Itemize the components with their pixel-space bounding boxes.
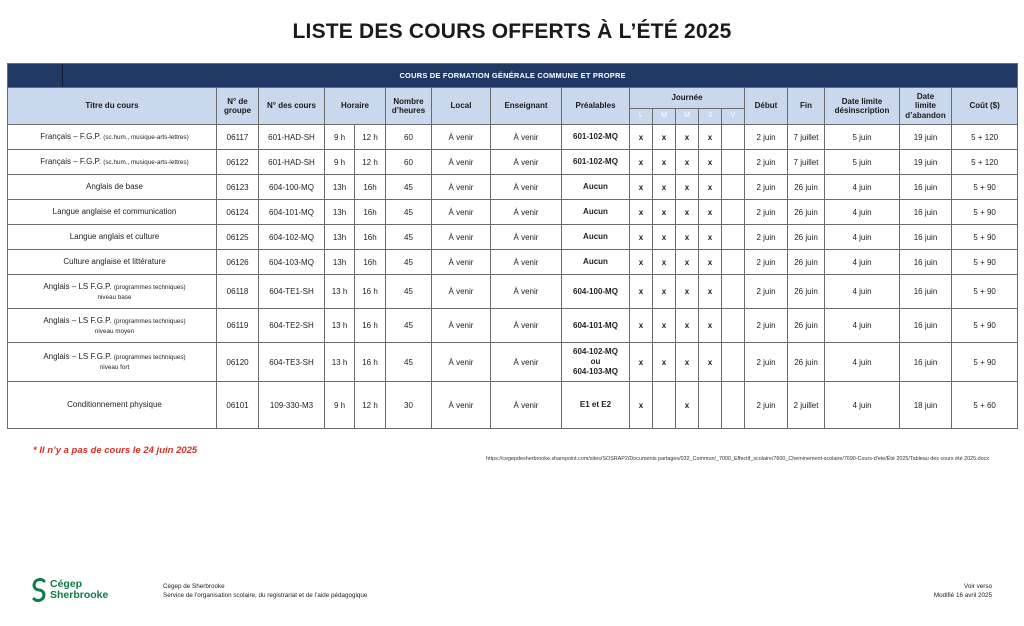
hours-count: 45 xyxy=(386,275,432,309)
cost: 5 + 60 xyxy=(952,382,1018,429)
col-header-fin: Fin xyxy=(788,88,825,125)
teacher: À venir xyxy=(491,250,562,275)
day-mark: x xyxy=(653,309,676,343)
end-date: 26 juin xyxy=(788,309,825,343)
day-mark: x xyxy=(676,250,699,275)
course-title-cell xyxy=(8,250,217,275)
course-level: niveau base xyxy=(97,293,132,301)
abandon-deadline: 16 juin xyxy=(900,275,952,309)
day-mark xyxy=(722,175,745,200)
prereq-line: Aucun xyxy=(583,207,608,216)
withdrawal-deadline: 4 juin xyxy=(825,309,900,343)
banner-label: COURS DE FORMATION GÉNÉRALE COMMUNE ET PROPRE xyxy=(399,71,626,80)
room: À venir xyxy=(432,225,491,250)
course-number: 601-HAD-SH xyxy=(259,125,325,150)
day-header-jeudi: J xyxy=(699,109,722,125)
start-date: 2 juin xyxy=(745,382,788,429)
hours-count: 45 xyxy=(386,175,432,200)
cost: 5 + 90 xyxy=(952,175,1018,200)
group-number: 06124 xyxy=(217,200,259,225)
course-title-cell xyxy=(8,175,217,200)
logo-line-1: Cégep xyxy=(50,577,83,590)
day-mark: x xyxy=(699,225,722,250)
no-class-footnote: * Il n’y a pas de cours le 24 juin 2025 xyxy=(33,445,198,456)
day-header-vendredi: V xyxy=(722,109,745,125)
teacher: À venir xyxy=(491,225,562,250)
withdrawal-deadline: 4 juin xyxy=(825,200,900,225)
day-mark: x xyxy=(653,150,676,175)
end-date: 26 juin xyxy=(788,250,825,275)
course-number: 604-101-MQ xyxy=(259,200,325,225)
withdrawal-deadline: 5 juin xyxy=(825,125,900,150)
course-title-cell xyxy=(8,150,217,175)
course-title: Conditionnement physique xyxy=(67,400,162,409)
prerequisites xyxy=(562,225,630,250)
day-mark: x xyxy=(676,382,699,429)
prereq-line: Aucun xyxy=(583,232,608,241)
cost: 5 + 90 xyxy=(952,343,1018,382)
withdrawal-deadline: 4 juin xyxy=(825,250,900,275)
prereq-line: Aucun xyxy=(583,257,608,266)
prereq-line: 604-102-MQ xyxy=(573,347,618,356)
day-mark: x xyxy=(676,225,699,250)
course-title: Langue anglaise et communication xyxy=(52,207,177,216)
cost: 5 + 90 xyxy=(952,250,1018,275)
group-number: 06118 xyxy=(217,275,259,309)
group-number: 06126 xyxy=(217,250,259,275)
day-mark: x xyxy=(699,275,722,309)
room: À venir xyxy=(432,200,491,225)
schedule-start: 13h xyxy=(325,175,355,200)
start-date: 2 juin xyxy=(745,275,788,309)
prerequisites xyxy=(562,309,630,343)
schedule-end: 16h xyxy=(355,250,386,275)
prerequisites xyxy=(562,150,630,175)
room: À venir xyxy=(432,382,491,429)
day-header-mercredi: M xyxy=(676,109,699,125)
day-mark: x xyxy=(653,250,676,275)
course-title: Langue anglais et culture xyxy=(69,232,160,241)
day-mark: x xyxy=(630,382,653,429)
course-title-note: (sc.hum., musique-arts-lettres) xyxy=(103,134,189,141)
course-title: Français – F.G.P. xyxy=(40,132,102,141)
teacher: À venir xyxy=(491,150,562,175)
teacher: À venir xyxy=(491,343,562,382)
course-number: 604-103-MQ xyxy=(259,250,325,275)
day-mark: x xyxy=(699,343,722,382)
prereq-line: 604-103-MQ xyxy=(573,367,618,376)
day-mark: x xyxy=(699,125,722,150)
group-number: 06117 xyxy=(217,125,259,150)
group-number: 06123 xyxy=(217,175,259,200)
prerequisites xyxy=(562,382,630,429)
group-number: 06120 xyxy=(217,343,259,382)
day-mark xyxy=(722,275,745,309)
day-mark: x xyxy=(630,150,653,175)
prereq-line: Aucun xyxy=(583,182,608,191)
hours-count: 60 xyxy=(386,150,432,175)
cost: 5 + 120 xyxy=(952,150,1018,175)
table-row xyxy=(8,250,1018,275)
day-mark: x xyxy=(676,343,699,382)
day-mark: x xyxy=(699,250,722,275)
hours-count: 45 xyxy=(386,343,432,382)
prerequisites xyxy=(562,275,630,309)
hours-count: 60 xyxy=(386,125,432,150)
course-number: 109-330-M3 xyxy=(259,382,325,429)
schedule-end: 16h xyxy=(355,225,386,250)
schedule-start: 13h xyxy=(325,250,355,275)
prereq-line: E1 et E2 xyxy=(579,400,612,409)
table-row xyxy=(8,309,1018,343)
col-header-desinscription: Date limite désinscription xyxy=(825,88,900,125)
prereq-line: 601-102-MQ xyxy=(573,157,618,166)
course-title-note: (programmes techniques) xyxy=(113,317,186,325)
course-title-note: (programmes techniques) xyxy=(113,283,186,291)
day-mark xyxy=(699,382,722,429)
end-date: 26 juin xyxy=(788,225,825,250)
room: À venir xyxy=(432,275,491,309)
hours-count: 45 xyxy=(386,225,432,250)
room: À venir xyxy=(432,343,491,382)
abandon-deadline: 19 juin xyxy=(900,150,952,175)
schedule-end: 12 h xyxy=(355,382,386,429)
col-header-titre: Titre du cours xyxy=(8,88,217,125)
start-date: 2 juin xyxy=(745,125,788,150)
col-header-local: Local xyxy=(432,88,491,125)
abandon-deadline: 16 juin xyxy=(900,175,952,200)
see-back-note: Voir verso xyxy=(964,583,992,590)
schedule-end: 12 h xyxy=(355,150,386,175)
col-header-groupe: N° de groupe xyxy=(217,88,259,125)
cost: 5 + 90 xyxy=(952,200,1018,225)
day-mark: x xyxy=(676,275,699,309)
schedule-end: 16 h xyxy=(355,343,386,382)
day-mark: x xyxy=(653,125,676,150)
col-header-cours: N° des cours xyxy=(259,88,325,125)
day-mark: x xyxy=(630,309,653,343)
withdrawal-deadline: 4 juin xyxy=(825,175,900,200)
table-row xyxy=(8,125,1018,150)
day-mark xyxy=(722,125,745,150)
prerequisites xyxy=(562,200,630,225)
room: À venir xyxy=(432,309,491,343)
start-date: 2 juin xyxy=(745,250,788,275)
table-row xyxy=(8,343,1018,382)
day-mark: x xyxy=(653,225,676,250)
cost: 5 + 120 xyxy=(952,125,1018,150)
org-name: Cégep de Sherbrooke xyxy=(163,583,225,590)
schedule-end: 16h xyxy=(355,175,386,200)
teacher: À venir xyxy=(491,309,562,343)
day-mark: x xyxy=(676,125,699,150)
course-number: 601-HAD-SH xyxy=(259,150,325,175)
withdrawal-deadline: 4 juin xyxy=(825,343,900,382)
modified-date: Modifié 16 avril 2025 xyxy=(933,591,992,599)
day-mark: x xyxy=(653,175,676,200)
course-title-cell xyxy=(8,309,217,343)
page-title: LISTE DES COURS OFFERTS À L’ÉTÉ 2025 xyxy=(292,20,732,43)
col-header-cout: Coût ($) xyxy=(952,88,1018,125)
start-date: 2 juin xyxy=(745,343,788,382)
day-mark: x xyxy=(630,225,653,250)
day-header-mardi: M xyxy=(653,109,676,125)
logo-line-2: Sherbrooke xyxy=(50,589,109,601)
withdrawal-deadline: 5 juin xyxy=(825,150,900,175)
day-mark xyxy=(722,343,745,382)
page-meta xyxy=(934,583,992,601)
courses-table xyxy=(7,63,1018,429)
col-header-enseignant: Enseignant xyxy=(491,88,562,125)
course-title-cell xyxy=(8,225,217,250)
col-header-journee: Journée xyxy=(630,88,745,109)
teacher: À venir xyxy=(491,382,562,429)
start-date: 2 juin xyxy=(745,150,788,175)
day-mark: x xyxy=(676,175,699,200)
end-date: 7 juillet xyxy=(788,150,825,175)
course-number: 604-102-MQ xyxy=(259,225,325,250)
schedule-end: 16 h xyxy=(355,275,386,309)
withdrawal-deadline: 4 juin xyxy=(825,382,900,429)
day-mark: x xyxy=(630,250,653,275)
cost: 5 + 90 xyxy=(952,225,1018,250)
course-number: 604-100-MQ xyxy=(259,175,325,200)
course-title-cell xyxy=(8,200,217,225)
course-number: 604-TE3-SH xyxy=(259,343,325,382)
prerequisites xyxy=(562,125,630,150)
day-mark: x xyxy=(676,200,699,225)
course-title-cell xyxy=(8,343,217,382)
prereq-line: ou xyxy=(590,357,601,366)
table-row xyxy=(8,150,1018,175)
start-date: 2 juin xyxy=(745,175,788,200)
start-date: 2 juin xyxy=(745,309,788,343)
day-mark xyxy=(722,250,745,275)
group-number: 06125 xyxy=(217,225,259,250)
course-title: Anglais – LS F.G.P. xyxy=(43,352,112,361)
course-title: Anglais – LS F.G.P. xyxy=(43,281,112,291)
course-title-note: (sc.hum., musique-arts-lettres) xyxy=(103,159,189,166)
prereq-line: 604-101-MQ xyxy=(573,320,618,330)
schedule-end: 12 h xyxy=(355,125,386,150)
day-mark xyxy=(722,150,745,175)
start-date: 2 juin xyxy=(745,200,788,225)
day-mark xyxy=(722,382,745,429)
table-row xyxy=(8,225,1018,250)
day-mark: x xyxy=(699,150,722,175)
day-mark: x xyxy=(630,175,653,200)
prereq-line: 604-100-MQ xyxy=(573,286,618,296)
day-mark: x xyxy=(653,200,676,225)
hours-count: 45 xyxy=(386,309,432,343)
room: À venir xyxy=(432,175,491,200)
course-title-cell xyxy=(8,275,217,309)
course-level: niveau moyen xyxy=(94,327,135,335)
day-mark: x xyxy=(699,200,722,225)
col-header-heures: Nombre d’heures xyxy=(386,88,432,125)
prereq-line: 601-102-MQ xyxy=(573,132,618,141)
schedule-start: 13 h xyxy=(325,275,355,309)
course-level: niveau fort xyxy=(99,364,130,371)
withdrawal-deadline: 4 juin xyxy=(825,225,900,250)
day-mark xyxy=(653,382,676,429)
prerequisites xyxy=(562,250,630,275)
end-date: 26 juin xyxy=(788,200,825,225)
end-date: 7 juillet xyxy=(788,125,825,150)
end-date: 26 juin xyxy=(788,343,825,382)
day-mark: x xyxy=(630,200,653,225)
prerequisites xyxy=(562,175,630,200)
org-service: Service de l’organisation scolaire, du registrariat et de l’aide pédagogique xyxy=(163,591,368,599)
teacher: À venir xyxy=(491,200,562,225)
day-mark: x xyxy=(699,175,722,200)
prerequisites xyxy=(562,343,630,382)
cegep-logo xyxy=(32,578,108,602)
hours-count: 45 xyxy=(386,250,432,275)
schedule-start: 9 h xyxy=(325,150,355,175)
col-header-horaire: Horaire xyxy=(325,88,386,125)
table-row xyxy=(8,175,1018,200)
course-title: Anglais – LS F.G.P. xyxy=(43,315,112,325)
abandon-deadline: 16 juin xyxy=(900,200,952,225)
day-mark: x xyxy=(699,309,722,343)
day-mark xyxy=(722,225,745,250)
room: À venir xyxy=(432,250,491,275)
group-number: 06119 xyxy=(217,309,259,343)
schedule-start: 13h xyxy=(325,200,355,225)
col-header-abandon: Date limite d’abandon xyxy=(900,88,952,125)
org-info xyxy=(163,583,367,601)
course-number: 604-TE2-SH xyxy=(259,309,325,343)
abandon-deadline: 18 juin xyxy=(900,382,952,429)
schedule-start: 9 h xyxy=(325,382,355,429)
day-mark: x xyxy=(630,275,653,309)
course-title: Français – F.G.P. xyxy=(40,157,102,166)
group-number: 06101 xyxy=(217,382,259,429)
hours-count: 30 xyxy=(386,382,432,429)
cost: 5 + 90 xyxy=(952,275,1018,309)
end-date: 2 juillet xyxy=(788,382,825,429)
day-mark: x xyxy=(630,343,653,382)
day-header-lundi: L xyxy=(630,109,653,125)
schedule-end: 16h xyxy=(355,200,386,225)
cegep-logo-icon xyxy=(32,578,46,602)
group-number: 06122 xyxy=(217,150,259,175)
table-row xyxy=(8,200,1018,225)
teacher: À venir xyxy=(491,275,562,309)
end-date: 26 juin xyxy=(788,175,825,200)
room: À venir xyxy=(432,150,491,175)
abandon-deadline: 19 juin xyxy=(900,125,952,150)
table-row xyxy=(8,275,1018,309)
course-title-cell xyxy=(8,382,217,429)
teacher: À venir xyxy=(491,175,562,200)
course-title: Anglais de base xyxy=(86,182,143,191)
abandon-deadline: 16 juin xyxy=(900,225,952,250)
day-mark: x xyxy=(653,275,676,309)
table-row xyxy=(8,382,1018,429)
course-number: 604-TE1-SH xyxy=(259,275,325,309)
abandon-deadline: 16 juin xyxy=(900,309,952,343)
schedule-start: 9 h xyxy=(325,125,355,150)
schedule-end: 16 h xyxy=(355,309,386,343)
cost: 5 + 90 xyxy=(952,309,1018,343)
start-date: 2 juin xyxy=(745,225,788,250)
course-title: Culture anglaise et littérature xyxy=(63,257,166,266)
room: À venir xyxy=(432,125,491,150)
table-banner xyxy=(8,64,1018,88)
day-mark: x xyxy=(653,343,676,382)
hours-count: 45 xyxy=(386,200,432,225)
schedule-start: 13 h xyxy=(325,343,355,382)
day-mark xyxy=(722,200,745,225)
abandon-deadline: 16 juin xyxy=(900,250,952,275)
end-date: 26 juin xyxy=(788,275,825,309)
abandon-deadline: 16 juin xyxy=(900,343,952,382)
schedule-start: 13h xyxy=(325,225,355,250)
col-header-prealables: Préalables xyxy=(562,88,630,125)
teacher: À venir xyxy=(491,125,562,150)
course-title-cell xyxy=(8,125,217,150)
day-mark: x xyxy=(676,309,699,343)
schedule-start: 13 h xyxy=(325,309,355,343)
day-mark xyxy=(722,309,745,343)
day-mark: x xyxy=(630,125,653,150)
withdrawal-deadline: 4 juin xyxy=(825,275,900,309)
file-path: https://cegepdesherbrooke.sharepoint.com/sites/SOSRAP2/Documents partages/032_Commun/_7000_Effectif_scolaire/7600_Cheminement-scolaire/7690-Cours-d'ete/Été 2025/Tableau des cours été 2025.docx xyxy=(486,456,989,462)
day-mark: x xyxy=(676,150,699,175)
col-header-debut: Début xyxy=(745,88,788,125)
course-title-note: (programmes techniques) xyxy=(113,354,186,361)
